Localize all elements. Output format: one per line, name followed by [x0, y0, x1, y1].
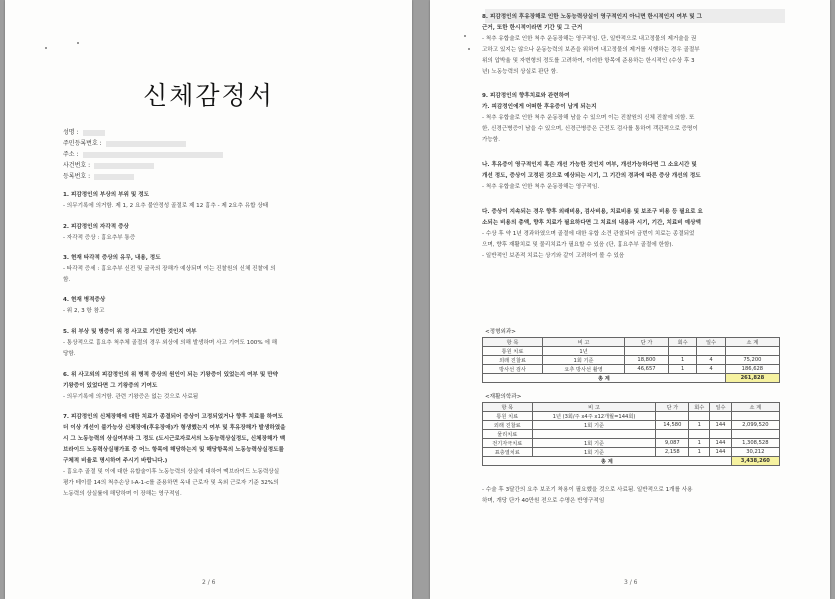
table-cell	[731, 430, 779, 439]
table-header-cell: 회수	[689, 403, 710, 412]
table-cell	[656, 430, 689, 439]
left-body-line: 6. 위 사고외의 피감정인의 위 병적 증상의 원인이 되는 기왕증이 있었는지 여부 및 만약	[63, 372, 279, 378]
table-cell: 14,580	[656, 421, 689, 430]
left-body-line: 1. 피감정인의 부상의 부위 및 정도	[63, 192, 150, 198]
table-cell	[710, 412, 731, 421]
table-cell: 방사선 검사	[483, 365, 543, 374]
table-cell: 물리치료	[483, 430, 533, 439]
scan-speck	[77, 42, 79, 44]
total-value: 3,438,260	[731, 457, 779, 466]
table-header-cell: 단 가	[656, 403, 689, 412]
left-body-line: 기왕증이 있었다면 그 기왕증의 기여도	[63, 383, 158, 389]
right-body-line: - 일반적인 보존적 치료는 상기와 같이 고려하여 볼 수 있음	[482, 253, 625, 259]
redaction-box	[106, 141, 186, 147]
table-header-cell: 비 고	[532, 403, 656, 412]
right-body-line: 한, 신경근병증이 남을 수 있으며, 신경근병증은 근전도 검사를 통하여 객관적으로 증명이	[482, 126, 698, 132]
table-cell: 30,212	[731, 448, 779, 457]
right-body-line: 개선 정도, 증상이 고정된 것으로 예상되는 시기, 그 기간의 경과에 따른 증상 개선의 정도	[482, 173, 701, 179]
page-number: 2 / 6	[202, 579, 216, 586]
table-cell: 외래 진찰료	[483, 421, 533, 430]
footer-line: - 수술 후 3달간의 요추 보조기 착용이 필요했을 것으로 사료됨. 일반적으로 1개를 사용	[482, 487, 693, 493]
table-header-cell: 단 가	[625, 338, 669, 347]
table-cell: 통원 치료	[483, 412, 533, 421]
table-cell	[731, 412, 779, 421]
document-title: 신체감정서	[143, 81, 274, 110]
table-cell: 요추 방사선 촬영	[543, 365, 625, 374]
table-cell: 1회 기준	[532, 439, 656, 448]
left-body-line: 3. 현재 타각적 증상의 유무, 내용, 정도	[63, 255, 161, 261]
right-body-line: 나. 후유증이 영구적인지 혹은 개선 가능한 것인지 여부, 개선가능하다면 그 소요시간 및	[482, 162, 697, 168]
table-cell	[689, 430, 710, 439]
cost-table-orthopedics	[482, 337, 780, 383]
left-body-line: - 타각적 증세 : 흉요추부 신전 및 굴곡의 장해가 예상되며 이는 진찰원의 신체 진찰에 의	[63, 266, 276, 272]
table-cell: 표층열치료	[483, 448, 533, 457]
scan-speck	[45, 47, 47, 49]
page-number: 3 / 6	[624, 579, 638, 586]
table-cell: 144	[710, 448, 731, 457]
table-cell: 9,087	[656, 439, 689, 448]
table-cell	[689, 412, 710, 421]
table-cell: 75,200	[725, 356, 779, 365]
total-label: 총 계	[483, 374, 726, 383]
footer-line: 하며, 개당 단가 40만원 전으로 수명은 반영구적임	[482, 498, 605, 504]
right-body-line: 위의 압박율 및 자변형의 정도를 고려하여, 이러한 항목에 준용하는 한시적인 (수상 후 3	[482, 58, 695, 64]
document-page-right	[430, 0, 830, 599]
table-cell: 2,158	[656, 448, 689, 457]
left-body-line: - 의무기록에 의거함. 관련 기왕증은 없는 것으로 사료됨	[63, 394, 199, 400]
left-body-line: 시 그 노동능력의 상실여부와 그 정도 (도시근로자로서의 노동능력상실정도, 신체장해가 맥	[63, 436, 286, 442]
right-body-line: 9. 피감정인의 향후치료와 관련하여	[482, 93, 570, 99]
table-label-orthopedics: <정형외과>	[485, 329, 516, 335]
left-body-line: 7. 피감정인의 신체장해에 대한 치료가 종결되어 증상이 고정되었거나 향후 치료를 하여도	[63, 414, 284, 420]
right-body-line: 고하고 있지는 않으나 운동능력의 보존을 위하여 내고정물의 제거를 시행하는 경우 골절부	[482, 47, 700, 53]
table-header-cell: 비 고	[543, 338, 625, 347]
table-total-row	[483, 457, 780, 466]
total-value: 261,828	[725, 374, 779, 383]
right-body-line: 으며, 향후 재활치료 및 물리치료가 필요할 수 있음 (단, 흉요추부 골절에 한함).	[482, 242, 674, 248]
right-body-line: 근거, 또한 한시적이라면 기간 및 그 근거	[482, 25, 583, 31]
right-body-line: - 척추 유합술로 인한 척추 운동장해 남을 수 있으며 이는 진찰원의 신체 진찰에 의함. 또	[482, 115, 695, 121]
left-body-line: 함.	[63, 277, 71, 283]
left-body-line: - 자각적 증상 : 흉요추부 통증	[63, 235, 136, 241]
table-cell	[668, 347, 696, 356]
table-cell	[697, 347, 725, 356]
total-label: 총 계	[483, 457, 732, 466]
field-registration-number: 등록번호 :	[63, 171, 134, 180]
right-body-line: 8. 피감정인의 후유장해로 인한 노동능력상실이 영구적인지 아니면 한시적인지 여부 및 그	[482, 14, 703, 20]
field-address: 주소 :	[63, 149, 223, 158]
cost-table-rehabilitation	[482, 402, 780, 466]
table-cell: 1	[689, 421, 710, 430]
table-header-cell: 항 목	[483, 403, 533, 412]
table-cell: 1회 기준	[532, 448, 656, 457]
table-cell: 1	[689, 439, 710, 448]
table-cell: 외래 진찰료	[483, 356, 543, 365]
table-total-row	[483, 374, 780, 383]
right-body-line: 가능함.	[482, 137, 500, 143]
table-header-cell: 소 계	[725, 338, 779, 347]
table-row	[483, 439, 780, 448]
redaction-box	[83, 152, 223, 158]
table-header-cell: 일수	[710, 403, 731, 412]
table-cell: 통원 치료	[483, 347, 543, 356]
table-cell: 1년	[543, 347, 625, 356]
table-cell: 1,308,528	[731, 439, 779, 448]
table-cell: 1회 기준	[543, 356, 625, 365]
left-body-line: 4. 현재 병적증상	[63, 297, 106, 303]
left-body-line: - 흉요추 골절 및 이에 대한 유합술이후 노동능력의 상실에 대하여 맥브라이드 노동력상실	[63, 469, 280, 475]
table-cell	[656, 412, 689, 421]
right-body-line: 소되는 비용의 총액, 향후 치료가 필요하다면 그 치료의 내용과 시기, 기간, 치료비 예상액	[482, 220, 701, 226]
table-cell: 46,657	[625, 365, 669, 374]
table-cell: 2,099,520	[731, 421, 779, 430]
table-row	[483, 421, 780, 430]
table-cell: 18,800	[625, 356, 669, 365]
table-header-cell: 일수	[697, 338, 725, 347]
left-body-line: - 위 2, 3 항 참고	[63, 308, 105, 314]
table-row	[483, 430, 780, 439]
table-cell: 1	[689, 448, 710, 457]
right-body-line: - 수상 후 약 1년 경과하였으며 골절에 대한 유합 소견 관찰되어 금번이 치료는 종결되었	[482, 231, 695, 237]
left-body-line: - 의무기록에 의거함. 제 1, 2 요추 불안정성 골절로 제 12 흉추 - 제 2요추 유합 상태	[63, 203, 269, 209]
field-id-number: 주민등록번호 :	[63, 138, 186, 147]
left-body-line: 구체적 비율로 명시하여 주시기 바랍니다.)	[63, 458, 168, 464]
redaction-box	[83, 130, 105, 136]
left-body-line: 5. 위 부상 및 병증이 위 정 사고로 기인한 것인지 여부	[63, 329, 197, 335]
table-header-cell: 회수	[668, 338, 696, 347]
table-cell	[532, 430, 656, 439]
table-cell	[710, 430, 731, 439]
table-cell: 144	[710, 421, 731, 430]
left-body-line: 평가 테이블 14의 척추손상 Ⅰ-A-1-c를 준용하면 옥내 근로자 및 옥외 근로자 기준 32%의	[63, 480, 279, 486]
table-cell: 전기자극치료	[483, 439, 533, 448]
right-body-line: 년) 노동능력의 상실로 판단 함.	[482, 69, 558, 75]
table-cell: 1	[668, 356, 696, 365]
left-body-line: 더 이상 개선이 불가능상 신체장애(후유장애)가 형생했는지 여부 및 후유장해가 발생하였을	[63, 425, 286, 431]
left-body-line: 2. 피감정인의 자각적 증상	[63, 224, 129, 230]
table-row	[483, 347, 780, 356]
right-body-line: - 척추 유합술로 인한 척추 운동장해는 영구적임. 단, 일반적으로 내고정물의 제거술을 권	[482, 36, 697, 42]
document-page-left	[5, 0, 412, 599]
right-body-line: 다. 증상이 지속되는 경우 향후 외래비용, 검사비용, 치료비용 및 보조구 비용 등 필요로 요	[482, 209, 703, 215]
table-header-cell: 소 계	[731, 403, 779, 412]
left-body-line: 당함.	[63, 351, 76, 357]
scan-speck	[468, 48, 470, 50]
table-cell	[725, 347, 779, 356]
table-row	[483, 412, 780, 421]
left-body-line: 브라이드 노동력상실평가표 중 어느 항목에 해당하는지 및 해당항목의 노동능력상실정도를	[63, 447, 284, 453]
redaction-box	[94, 174, 134, 180]
table-cell: 1년 (3회/주 x4주 x12개월=144회)	[532, 412, 656, 421]
table-row	[483, 448, 780, 457]
table-cell: 4	[697, 365, 725, 374]
field-case-number: 사건번호 :	[63, 160, 154, 169]
table-cell	[625, 347, 669, 356]
redaction-box	[94, 163, 154, 169]
table-row	[483, 356, 780, 365]
table-label-rehabilitation: <재활의학과>	[485, 394, 522, 400]
table-cell: 1	[668, 365, 696, 374]
right-body-line: 가. 피감정인에게 어떠한 후유증이 남게 되는지	[482, 104, 597, 110]
table-cell: 144	[710, 439, 731, 448]
table-cell: 186,628	[725, 365, 779, 374]
table-header-cell: 항 목	[483, 338, 543, 347]
left-body-line: - 통상적으로 흉요추 척추체 골절의 경우 외상에 의해 발생하며 사고 기여도 100% 에 해	[63, 340, 278, 346]
table-cell: 4	[697, 356, 725, 365]
right-body-line: - 척추 유합술로 인한 척추 운동장해는 영구적임.	[482, 184, 600, 190]
field-name: 성명 :	[63, 127, 105, 136]
table-row	[483, 365, 780, 374]
left-body-line: 노동력의 상실률에 해당하며 이 장해는 영구적임.	[63, 491, 182, 497]
table-cell: 1회 기준	[532, 421, 656, 430]
scan-speck	[464, 35, 466, 37]
